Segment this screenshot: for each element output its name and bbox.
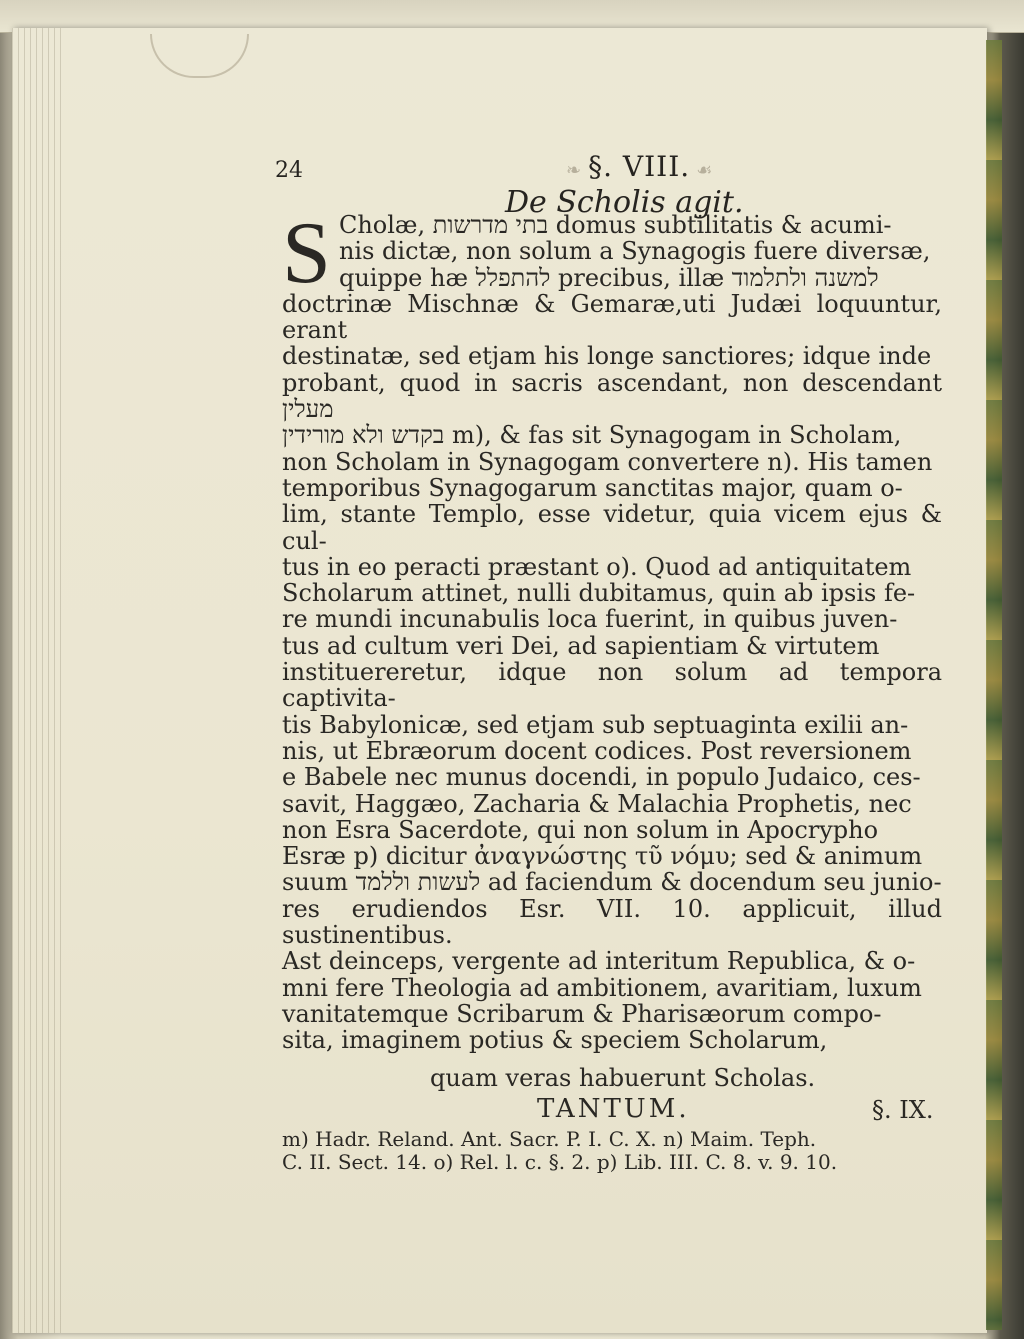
body-line: tus in eo peracti præstant o). Quod ad antiquitatem [282,552,912,581]
body-line: nis, ut Ebræorum docent codices. Post reversionem [282,736,912,765]
body-line: Ast deinceps, vergente ad interitum Republica, & o- [282,947,916,976]
gutter-shadow [12,28,64,1333]
body-line: tus ad cultum veri Dei, ad sapientiam & virtutem [282,631,880,660]
body-line: sita, imaginem potius & speciem Scholarum, [282,1026,828,1055]
section-heading: De Scholis agit. [505,185,744,220]
body-line: Esræ p) dicitur ἀναγνώστης τῦ νόμυ; sed & animum [282,842,923,871]
footnotes [282,1128,962,1174]
ornament-left-icon: ❧ [566,160,583,181]
body-line: doctrinæ Mischnæ & Gemaræ,uti Judæi loquuntur, erant [282,289,942,345]
catchword: TANTUM. [537,1094,690,1124]
body-line: res erudiendos Esr. VII. 10. applicuit, illud sustinentibus. [282,894,942,950]
section-mark: ❧ §. VIII. ☙ [566,150,714,183]
body-line: vanitatemque Scribarum & Pharisæorum compo- [282,999,882,1028]
body-line: savit, Haggæo, Zacharia & Malachia Prophetis, nec [282,789,912,818]
page-number: 24 [275,158,303,183]
body-line: instituereretur, idque non solum ad tempora captivita- [282,658,942,713]
fore-edge-marbling [986,40,1002,1330]
body-line: Cholæ, בתי מדרשות domus subtilitatis & acumi- [338,211,892,239]
body-line: tis Babylonicæ, sed etjam sub septuaginta exilii an- [282,710,909,739]
ornament-right-icon: ☙ [696,160,714,181]
body-line: mni fere Theologia ad ambitionem, avaritiam, luxum [282,973,922,1002]
body-text [282,205,942,1055]
body-line: בקדש ולא מורידין m), & fas sit Synagogam in Scholam, [282,421,902,450]
drop-cap: S [282,205,331,302]
body-line: e Babele nec munus docendi, in populo Judaico, ces- [282,763,921,792]
body-line: lim, stante Templo, esse videtur, quia vicem ejus & cul- [282,500,942,555]
body-line: non Esra Sacerdote, qui non solum in Apocrypho [282,815,879,844]
body-line: suum לעשות וללמד ad faciendum & docendum seu junio- [282,868,942,897]
body-line: re mundi incunabulis loca fuerint, in quibus juven- [282,605,898,634]
footnote-line: C. II. Sect. 14. o) Rel. l. c. §. 2. p) Lib. III. C. 8. v. 9. 10. [282,1150,838,1174]
body-line: destinatæ, sed etjam his longe sanctiores; idque inde [282,342,932,371]
body-line: temporibus Synagogarum sanctitas major, quam o- [282,473,903,502]
next-section-mark: §. IX. [872,1096,934,1124]
body-line: probant, quod in sacris ascendant, non descendant מעלין [282,368,942,424]
body-line: non Scholam in Synagogam convertere n). His tamen [282,447,933,476]
closing-line: quam veras habuerunt Scholas. [430,1064,816,1092]
body-line: nis dictæ, non solum a Synagogis fuere diversæ, [338,237,931,266]
body-line: quippe hæ להתפלל precibus, illæ למשנה ולתלמוד [338,263,879,292]
body-line: Scholarum attinet, nulli dubitamus, quin ab ipsis fe- [282,579,916,608]
footnote-line: m) Hadr. Reland. Ant. Sacr. P. I. C. X. n) Maim. Teph. [282,1127,817,1151]
